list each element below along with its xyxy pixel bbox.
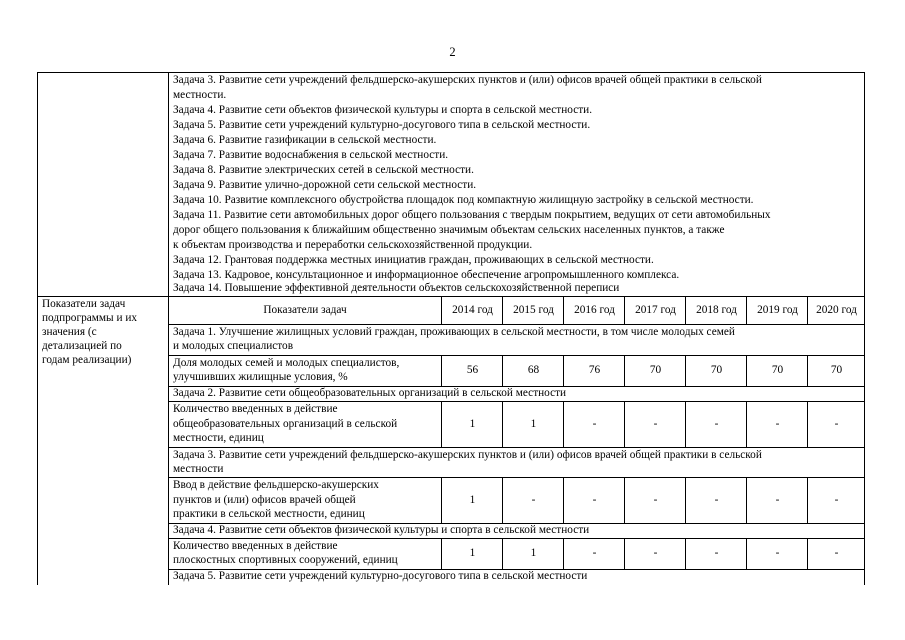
row-divider xyxy=(37,296,865,297)
left-label-line: детализацией по xyxy=(42,340,122,352)
value-cell: - xyxy=(775,418,780,430)
indicator-line: пунктов и (или) офисов врачей общей xyxy=(173,494,356,506)
col-divider xyxy=(685,296,686,324)
header-year: 2014 год xyxy=(452,304,493,316)
header-year: 2016 год xyxy=(574,304,615,316)
task-line: местности. xyxy=(173,89,227,101)
value-cell: - xyxy=(834,494,839,506)
col-divider xyxy=(624,296,625,324)
value-cell: 56 xyxy=(466,364,479,376)
value-cell: - xyxy=(592,494,597,506)
task-line: Задача 5. Развитие сети учреждений культурно-досугового типа в сельской местности. xyxy=(173,119,591,131)
value-cell: - xyxy=(834,547,839,559)
col-divider xyxy=(746,296,747,324)
indicator-line: Ввод в действие фельдшерско-акушерских xyxy=(173,479,379,491)
indicator-line: практики в сельской местности, единиц xyxy=(173,508,365,520)
value-cell: 1 xyxy=(469,418,476,430)
indicator-line: плоскостных спортивных сооружений, единиц xyxy=(173,554,398,566)
task-line: Задача 13. Кадровое, консультационное и информационное обеспечение агропромышленного комплекса. xyxy=(173,269,680,281)
section-task-line: Задача 2. Развитие сети общеобразовательных организаций в сельской местности xyxy=(173,387,567,399)
left-label-line: подпрограммы и их xyxy=(42,312,138,324)
value-cell: - xyxy=(531,494,536,506)
value-cell: - xyxy=(592,547,597,559)
header-year: 2017 год xyxy=(635,304,676,316)
page-number: 2 xyxy=(449,45,456,59)
left-label-line: Показатели задач xyxy=(42,298,126,310)
value-cell: - xyxy=(653,418,658,430)
section-task-line: Задача 4. Развитие сети объектов физической культуры и спорта в сельской местности xyxy=(173,524,590,536)
left-label-line: значения (с xyxy=(42,326,97,338)
value-cell: 70 xyxy=(771,364,784,376)
value-cell: - xyxy=(775,547,780,559)
header-indicator: Показатели задач xyxy=(263,304,347,316)
task-line: Задача 9. Развитие улично-дорожной сети сельской местности. xyxy=(173,179,477,191)
section-task-line: Задача 5. Развитие сети учреждений культурно-досугового типа в сельской местности xyxy=(173,570,588,582)
value-cell: 76 xyxy=(588,364,601,376)
col-divider xyxy=(807,296,808,324)
value-cell: - xyxy=(653,547,658,559)
task-line: к объектам производства и переработки сельскохозяйственной продукции. xyxy=(173,239,533,251)
value-cell: - xyxy=(714,494,719,506)
indicator-line: Количество введенных в действие xyxy=(173,540,338,552)
task-line: дорог общего пользования к ближайшим общественно значимым объектам сельских населенных пунктов, а также xyxy=(173,224,725,236)
value-cell: - xyxy=(714,547,719,559)
indicator-line: улучшивших жилищные условия, % xyxy=(173,371,348,383)
col-divider xyxy=(441,296,442,324)
header-year: 2019 год xyxy=(757,304,798,316)
task-line: Задача 3. Развитие сети учреждений фельдшерско-акушерских пунктов и (или) офисов врачей общей практики в сельской xyxy=(173,74,762,86)
value-cell: - xyxy=(592,418,597,430)
indicator-line: общеобразовательных организаций в сельской xyxy=(173,418,398,430)
task-line: Задача 6. Развитие газификации в сельской местности. xyxy=(173,134,437,146)
value-cell: 70 xyxy=(710,364,723,376)
value-cell: - xyxy=(653,494,658,506)
task-line: Задача 11. Развитие сети автомобильных дорог общего пользования с твердым покрытием, ведущих от сети автомобильных xyxy=(173,209,771,221)
indicator-line: местности, единиц xyxy=(173,432,264,444)
header-year: 2020 год xyxy=(816,304,857,316)
header-year: 2018 год xyxy=(696,304,737,316)
section-task-line: местности xyxy=(173,463,224,475)
task-line: Задача 4. Развитие сети объектов физической культуры и спорта в сельской местности. xyxy=(173,104,593,116)
section-task-line: Задача 3. Развитие сети учреждений фельдшерско-акушерских пунктов и (или) офисов врачей общей практики в сельской xyxy=(173,449,762,461)
value-cell: - xyxy=(775,494,780,506)
header-year: 2015 год xyxy=(513,304,554,316)
left-column-divider xyxy=(168,72,169,585)
task-line: Задача 7. Развитие водоснабжения в сельской местности. xyxy=(173,149,449,161)
col-divider xyxy=(502,296,503,324)
task-line: Задача 10. Развитие комплексного обустройства площадок под компактную жилищную застройку в сельской местности. xyxy=(173,194,754,206)
value-cell: 1 xyxy=(469,547,476,559)
value-cell: - xyxy=(834,418,839,430)
task-line: Задача 8. Развитие электрических сетей в сельской местности. xyxy=(173,164,474,176)
col-divider xyxy=(563,296,564,324)
value-cell: 1 xyxy=(469,494,476,506)
value-cell: 70 xyxy=(649,364,662,376)
value-cell: 70 xyxy=(830,364,843,376)
task-line: Задача 12. Грантовая поддержка местных инициатив граждан, проживающих в сельской местности. xyxy=(173,254,654,266)
left-label-line: годам реализации) xyxy=(42,354,132,366)
value-cell: - xyxy=(714,418,719,430)
value-cell: 1 xyxy=(530,418,537,430)
section-task-line: Задача 1. Улучшение жилищных условий граждан, проживающих в сельской местности, в том числе молодых семей xyxy=(173,326,735,338)
value-cell: 68 xyxy=(527,364,540,376)
indicator-line: Количество введенных в действие xyxy=(173,403,338,415)
section-task-line: и молодых специалистов xyxy=(173,340,294,352)
value-cell: 1 xyxy=(530,547,537,559)
task-line: Задача 14. Повышение эффективной деятельности объектов сельскохозяйственной переписи xyxy=(173,282,620,294)
indicator-line: Доля молодых семей и молодых специалистов, xyxy=(173,357,400,369)
